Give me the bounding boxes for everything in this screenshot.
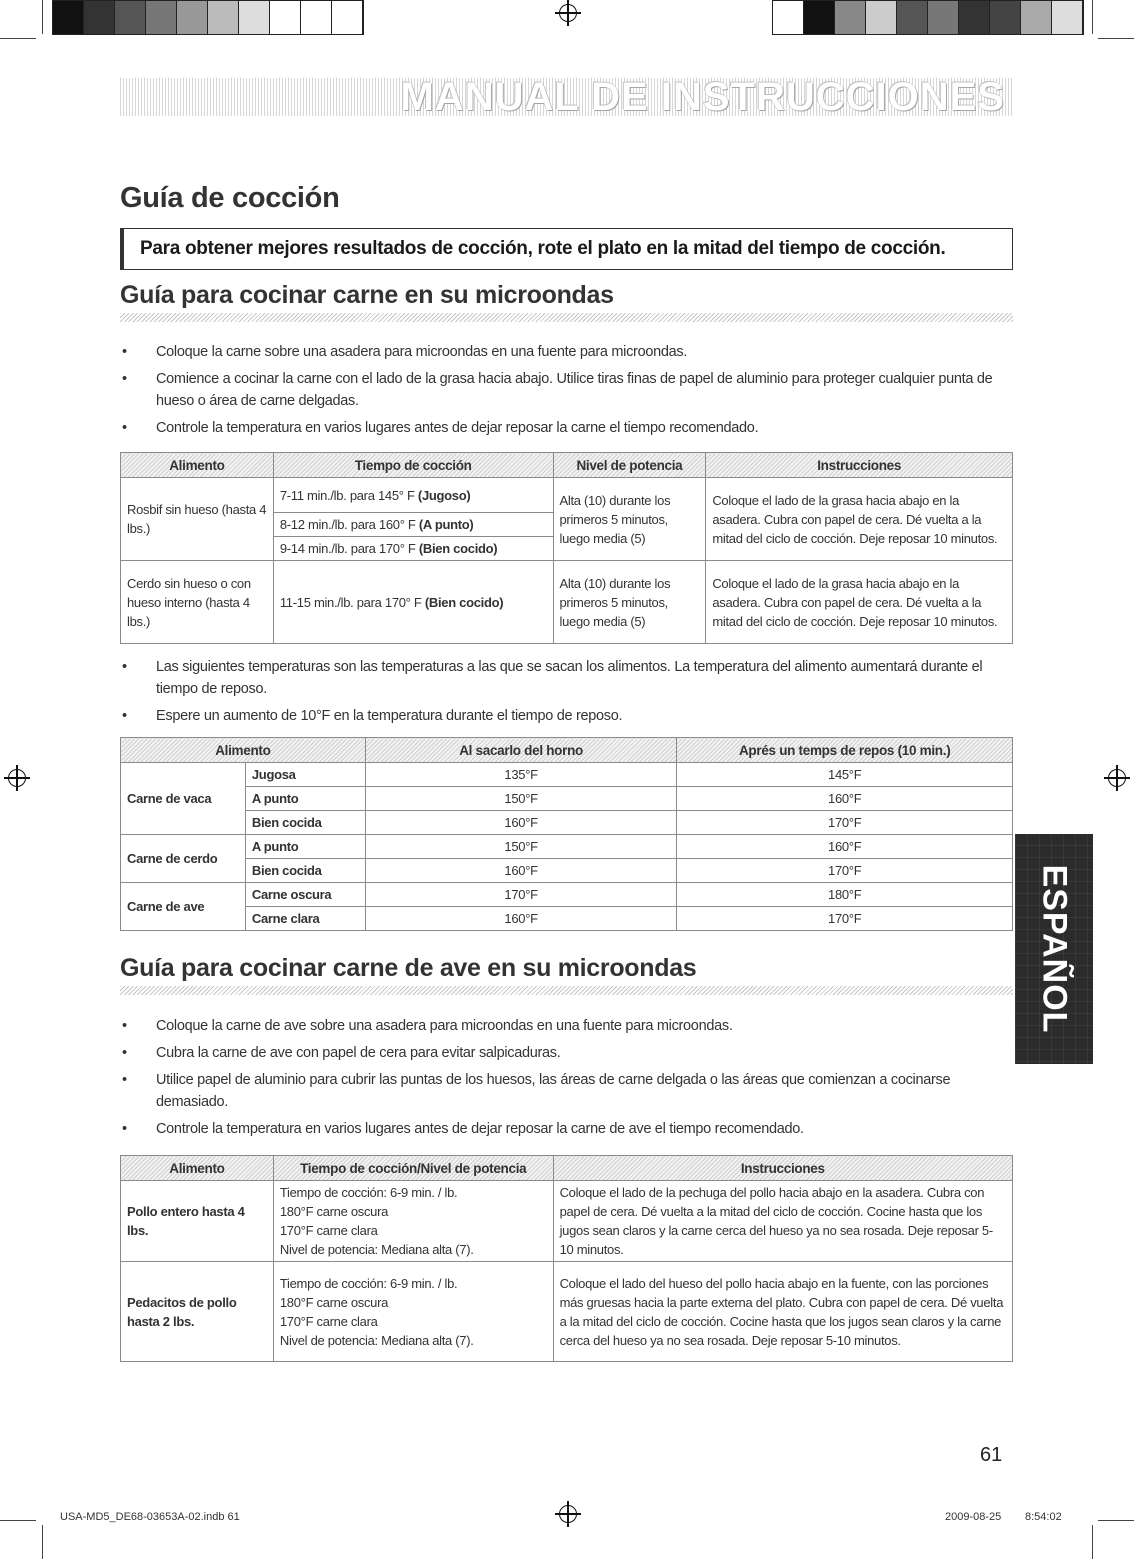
- table-row: [121, 811, 1013, 835]
- poultry-bullets: [120, 1015, 1020, 1145]
- language-tab: [1015, 834, 1093, 1064]
- footer-date: 2009-08-25: [945, 1511, 1002, 1523]
- out-temp-cell: 160°F: [365, 811, 677, 835]
- column-header: Instrucciones: [706, 453, 1013, 478]
- registration-mark-icon: [8, 769, 26, 787]
- crop-mark: [0, 38, 36, 39]
- crop-mark: [42, 0, 43, 34]
- section-title-poultry: Guía para cocinar carne de ave en su microondas: [120, 954, 697, 982]
- list-item: • Las siguientes temperaturas son las temperaturas a las que se sacan los alimentos. La temperatura del alimento aumentará durante el tiempo de reposo.: [120, 656, 1020, 700]
- table-row: [121, 859, 1013, 883]
- out-temp-cell: 160°F: [365, 859, 677, 883]
- footer-file: USA-MD5_DE68-03653A-02.indb 61: [60, 1511, 240, 1523]
- out-temp-cell: 135°F: [365, 763, 677, 787]
- temperature-bullets: [120, 656, 1020, 732]
- crop-mark: [1098, 38, 1134, 39]
- temperature-table: [120, 737, 1013, 931]
- table-row: [121, 835, 1013, 859]
- table-row: [121, 907, 1013, 931]
- rest-temp-cell: 170°F: [677, 859, 1013, 883]
- time-cell: 8-12 min./lb. para 160° F (A punto): [273, 513, 553, 537]
- time-cell: 9-14 min./lb. para 170° F (Bien cocido): [273, 537, 553, 561]
- list-item: • Coloque la carne sobre una asadera para microondas en una fuente para microondas.: [120, 341, 1020, 363]
- registration-mark-icon: [1108, 769, 1126, 787]
- food-cell: Pedacitos de pollo hasta 2 lbs.: [121, 1262, 274, 1362]
- callout-box: Para obtener mejores resultados de cocción, rote el plato en la mitad del tiempo de cocción.: [120, 228, 1013, 270]
- crop-mark: [42, 1525, 43, 1559]
- crop-mark: [1092, 0, 1093, 34]
- crop-mark: [1098, 1520, 1134, 1521]
- table-row: [121, 561, 1013, 644]
- section-title-meat: Guía para cocinar carne en su microondas: [120, 281, 614, 309]
- column-header: Tiempo de cocción: [273, 453, 553, 478]
- rest-temp-cell: 160°F: [677, 787, 1013, 811]
- column-header: Aprés un temps de repos (10 min.): [677, 738, 1013, 763]
- list-item: • Utilice papel de aluminio para cubrir las puntas de los huesos, las áreas de carne delgada o las áreas que comienzan a cocinarse demasiado.: [120, 1069, 1020, 1113]
- food-group-cell: Carne de vaca: [121, 763, 246, 835]
- food-group-cell: Carne de cerdo: [121, 835, 246, 883]
- list-item: • Cubra la carne de ave con papel de cera para evitar salpicaduras.: [120, 1042, 1020, 1064]
- list-item: • Comience a cocinar la carne con el lado de la grasa hacia abajo. Utilice tiras finas de papel de aluminio para proteger cualquier punta de hueso o área de carne delgadas.: [120, 368, 1020, 412]
- time-cell: Tiempo de cocción: 6-9 min. / lb. 180°F carne oscura 170°F carne clara Nivel de potencia: Mediana alta (7).: [273, 1181, 553, 1262]
- doneness-cell: A punto: [245, 835, 365, 859]
- doneness-cell: Carne clara: [245, 907, 365, 931]
- doneness-cell: Bien cocida: [245, 859, 365, 883]
- time-cell: 11-15 min./lb. para 170° F (Bien cocido): [273, 561, 553, 644]
- column-header: Alimento: [121, 453, 274, 478]
- rest-temp-cell: 145°F: [677, 763, 1013, 787]
- crop-mark: [0, 1520, 36, 1521]
- time-cell: 7-11 min./lb. para 145° F (Jugoso): [273, 478, 553, 513]
- out-temp-cell: 150°F: [365, 787, 677, 811]
- time-cell: Tiempo de cocción: 6-9 min. / lb. 180°F carne oscura 170°F carne clara Nivel de potencia: Mediana alta (7).: [273, 1262, 553, 1362]
- instructions-cell: Coloque el lado de la grasa hacia abajo en la asadera. Cubra con papel de cera. Dé vuelta a la mitad del ciclo de cocción. Deje reposar 10 minutos.: [706, 478, 1013, 561]
- rest-temp-cell: 170°F: [677, 907, 1013, 931]
- out-temp-cell: 150°F: [365, 835, 677, 859]
- rest-temp-cell: 170°F: [677, 811, 1013, 835]
- out-temp-cell: 170°F: [365, 883, 677, 907]
- poultry-cooking-table: [120, 1155, 1013, 1362]
- page-title: Guía de cocción: [120, 182, 340, 214]
- list-item: • Espere un aumento de 10°F en la temperatura durante el tiempo de reposo.: [120, 705, 1020, 727]
- instructions-cell: Coloque el lado de la pechuga del pollo hacia abajo en la asadera. Cubra con papel de cera. Dé vuelta a la mitad del ciclo de cocción. Cocine hasta que los jugos sean claros y la carne cerca del hueso ya no sea rosada. Deje reposar 5-10 minutos.: [553, 1181, 1012, 1262]
- section-divider: [120, 986, 1013, 995]
- language-tab-label: ESPAÑOL: [1035, 864, 1074, 1034]
- column-header: Al sacarlo del horno: [365, 738, 677, 763]
- column-header: Alimento: [121, 738, 366, 763]
- table-row: [121, 1262, 1013, 1362]
- food-cell: Cerdo sin hueso o con hueso interno (hasta 4 lbs.): [121, 561, 274, 644]
- list-item: • Coloque la carne de ave sobre una asadera para microondas en una fuente para microondas.: [120, 1015, 1020, 1037]
- section-divider: [120, 313, 1013, 322]
- column-header: Alimento: [121, 1156, 274, 1181]
- rest-temp-cell: 180°F: [677, 883, 1013, 907]
- list-item: • Controle la temperatura en varios lugares antes de dejar reposar la carne de ave el tiempo recomendado.: [120, 1118, 1020, 1140]
- color-bar-right: [772, 0, 1084, 35]
- footer-time: 8:54:02: [1025, 1511, 1062, 1523]
- doneness-cell: Carne oscura: [245, 883, 365, 907]
- header-banner: [120, 75, 1013, 119]
- color-bar-left: [52, 0, 364, 35]
- column-header: Tiempo de cocción/Nivel de potencia: [273, 1156, 553, 1181]
- registration-mark-icon: [559, 4, 577, 22]
- doneness-cell: Jugosa: [245, 763, 365, 787]
- food-cell: Rosbif sin hueso (hasta 4 lbs.): [121, 478, 274, 561]
- instructions-cell: Coloque el lado del hueso del pollo hacia abajo en la fuente, con las porciones más gruesas hacia la parte externa del plato. Cubra con papel de cera. Dé vuelta a la mitad del ciclo de cocción. Cocine hasta que los jugos sean claros y la carne cerca del hueso ya no sea rosada. Deje reposar 5-10 minutos.: [553, 1262, 1012, 1362]
- rest-temp-cell: 160°F: [677, 835, 1013, 859]
- power-cell: Alta (10) durante los primeros 5 minutos, luego media (5): [553, 478, 706, 561]
- table-row: [121, 478, 1013, 513]
- table-row: [121, 1181, 1013, 1262]
- page-number: 61: [980, 1444, 1003, 1466]
- meat-bullets: [120, 341, 1020, 444]
- crop-mark: [1092, 1525, 1093, 1559]
- power-cell: Alta (10) durante los primeros 5 minutos, luego media (5): [553, 561, 706, 644]
- out-temp-cell: 160°F: [365, 907, 677, 931]
- column-header: Instrucciones: [553, 1156, 1012, 1181]
- doneness-cell: A punto: [245, 787, 365, 811]
- food-cell: Pollo entero hasta 4 lbs.: [121, 1181, 274, 1262]
- instructions-cell: Coloque el lado de la grasa hacia abajo en la asadera. Cubra con papel de cera. Dé vuelta a la mitad del ciclo de cocción. Deje reposar 10 minutos.: [706, 561, 1013, 644]
- table-row: [121, 883, 1013, 907]
- list-item: • Controle la temperatura en varios lugares antes de dejar reposar la carne el tiempo recomendado.: [120, 417, 1020, 439]
- food-group-cell: Carne de ave: [121, 883, 246, 931]
- table-row: [121, 763, 1013, 787]
- table-row: [121, 787, 1013, 811]
- doneness-cell: Bien cocida: [245, 811, 365, 835]
- registration-mark-icon: [559, 1505, 577, 1523]
- banner-title: MANUAL DE INSTRUCCIONES: [400, 75, 1005, 119]
- column-header: Nivel de potencia: [553, 453, 706, 478]
- meat-cooking-table: [120, 452, 1013, 644]
